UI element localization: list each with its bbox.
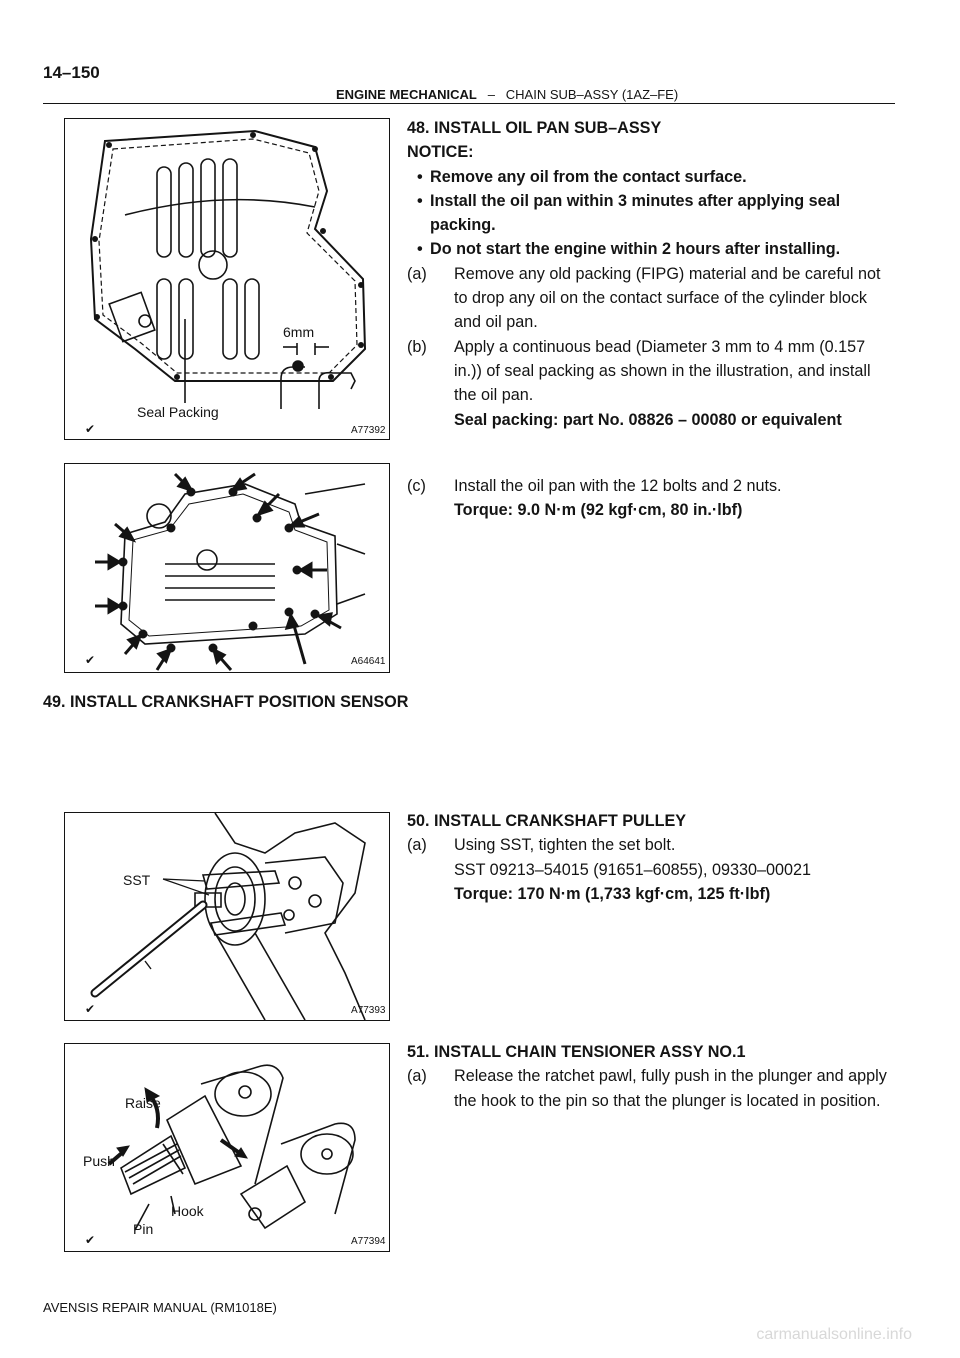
fig4-code: A77394 — [351, 1236, 386, 1247]
substep-text: Using SST, tighten the set bolt. — [454, 836, 676, 855]
chain-tensioner-illustration — [65, 1044, 389, 1251]
seal-packing-spec: Seal packing: part No. 08826 – 00080 or equivalent — [454, 410, 842, 429]
step-51-title: 51. INSTALL CHAIN TENSIONER ASSY NO.1 — [407, 1043, 746, 1061]
substep-51a — [407, 1064, 897, 1113]
label-6mm: 6mm — [283, 324, 315, 340]
substep-48a — [407, 262, 897, 335]
notice-bullet-text: Remove any oil from the contact surface. — [430, 167, 747, 186]
notice-bullet — [407, 237, 897, 261]
substep-48b — [407, 335, 897, 432]
figure-crankshaft-pulley — [64, 812, 390, 1021]
notice-heading: NOTICE: — [407, 143, 474, 162]
substep-label: (a) — [407, 836, 427, 855]
label-raise: Raise — [125, 1095, 161, 1111]
fig2-code: A64641 — [351, 656, 386, 667]
substep-label: (c) — [407, 477, 426, 495]
label-pin: Pin — [133, 1221, 154, 1237]
header-title — [336, 87, 678, 102]
crankshaft-pulley-illustration — [65, 813, 389, 1020]
step-48-title: 48. INSTALL OIL PAN SUB–ASSY — [407, 119, 662, 137]
label-seal-packing: Seal Packing — [137, 404, 219, 420]
bullet-dot: • — [417, 167, 423, 186]
substep-text-block — [454, 335, 897, 432]
substep-text-block — [454, 474, 897, 523]
header-section: ENGINE MECHANICAL — [336, 87, 477, 102]
torque-spec: Torque: 9.0 N·m (92 kgf·cm, 80 in.·lbf) — [454, 501, 743, 520]
step-50-title: 50. INSTALL CRANKSHAFT PULLEY — [407, 812, 687, 830]
footer-manual-title: AVENSIS REPAIR MANUAL (RM1018E) — [43, 1300, 277, 1315]
label-push: Push — [83, 1153, 115, 1169]
oil-pan-seal-illustration — [65, 119, 389, 439]
substep-text-block — [454, 833, 897, 906]
bullet-dot: • — [417, 240, 423, 259]
notice-bullet — [407, 165, 897, 189]
header-rule — [43, 103, 895, 104]
step-48-block — [407, 116, 897, 432]
page-number: 14–150 — [43, 63, 100, 82]
notice-bullet-text: Do not start the engine within 2 hours after installing. — [430, 240, 841, 259]
notice-bullet — [407, 189, 897, 238]
fig1-code: A77392 — [351, 425, 386, 436]
watermark: carmanualsonline.info — [756, 1326, 912, 1343]
label-sst: SST — [123, 872, 151, 888]
substep-label: (b) — [407, 337, 427, 356]
fig-mark-icon: ✔ — [85, 653, 96, 667]
substep-text: Apply a continuous bead (Diameter 3 mm to 4 mm (0.157 in.)) of seal packing as shown in the illustration, and install the oil pan. — [454, 337, 871, 405]
header-separator: – — [487, 87, 495, 102]
fig-mark-icon: ✔ — [85, 422, 96, 436]
oil-pan-bolts-illustration — [65, 464, 389, 672]
substep-label: (a) — [407, 1067, 427, 1086]
bullet-dot: • — [417, 191, 423, 210]
fig-mark-icon: ✔ — [85, 1002, 96, 1016]
substep-text: Remove any old packing (FIPG) material and be careful not to drop any oil on the contact surface of the cylinder block and oil pan. — [454, 264, 881, 332]
notice-bullet-text: Install the oil pan within 3 minutes after applying seal packing. — [430, 191, 841, 235]
substep-label: (a) — [407, 264, 427, 283]
step-51-block — [407, 1040, 897, 1113]
figure-oil-pan-bolts — [64, 463, 390, 673]
substep-text: Release the ratchet pawl, fully push in the plunger and apply the hook to the pin so that the plunger is located in position. — [454, 1067, 887, 1110]
sst-spec: SST 09213–54015 (91651–60855), 09330–00021 — [454, 860, 812, 879]
figure-chain-tensioner — [64, 1043, 390, 1252]
step-49-title: 49. INSTALL CRANKSHAFT POSITION SENSOR — [43, 693, 409, 711]
fig-mark-icon: ✔ — [85, 1233, 96, 1247]
torque-spec: Torque: 170 N·m (1,733 kgf·cm, 125 ft·lbf) — [454, 884, 771, 903]
substep-text: Install the oil pan with the 12 bolts and 2 nuts. — [454, 477, 782, 495]
figure-oil-pan-seal-packing — [64, 118, 390, 440]
substep-48c-block — [407, 474, 897, 523]
label-hook: Hook — [171, 1203, 204, 1219]
header-subsection: CHAIN SUB–ASSY (1AZ–FE) — [505, 87, 679, 102]
fig3-code: A77393 — [351, 1005, 386, 1016]
substep-50a — [407, 833, 897, 906]
step-50-block — [407, 809, 897, 906]
substep-48c — [407, 474, 897, 523]
